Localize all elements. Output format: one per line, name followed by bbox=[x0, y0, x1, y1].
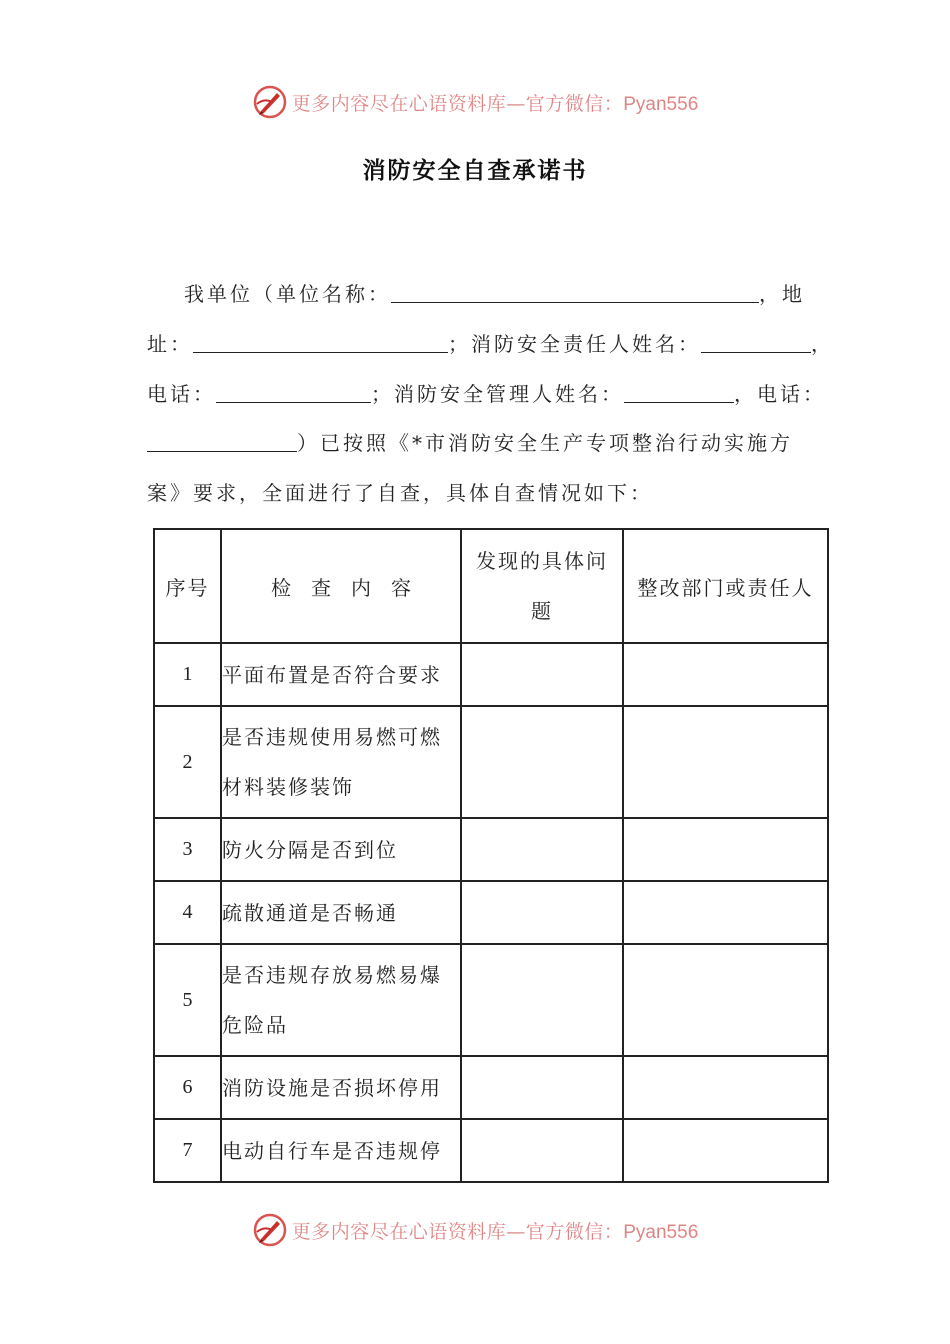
row-seq: 4 bbox=[154, 881, 221, 944]
row-seq: 7 bbox=[154, 1119, 221, 1182]
table-row bbox=[154, 706, 828, 818]
table-row bbox=[154, 818, 828, 881]
problem-cell[interactable] bbox=[461, 643, 623, 706]
table-row bbox=[154, 1056, 828, 1119]
dept-cell[interactable] bbox=[623, 643, 828, 706]
address-blank[interactable] bbox=[193, 330, 448, 353]
dept-cell[interactable] bbox=[623, 818, 828, 881]
dept-cell[interactable] bbox=[623, 1056, 828, 1119]
manager-phone-blank[interactable] bbox=[147, 429, 297, 452]
row-content: 消防设施是否损坏停用 bbox=[221, 1056, 461, 1119]
table-row bbox=[154, 881, 828, 944]
problem-cell[interactable] bbox=[461, 1056, 623, 1119]
table-row bbox=[154, 1119, 828, 1182]
page-title: 消防安全自查承诺书 bbox=[362, 157, 588, 184]
manager-name-blank[interactable] bbox=[624, 380, 734, 403]
row-content: 疏散通道是否畅通 bbox=[221, 881, 461, 944]
responsible-person-blank[interactable] bbox=[701, 330, 811, 353]
bottom-banner bbox=[0, 1210, 950, 1250]
dept-cell[interactable] bbox=[623, 881, 828, 944]
row-content: 防火分隔是否到位 bbox=[221, 818, 461, 881]
responsible-phone-blank[interactable] bbox=[216, 380, 371, 403]
self-check-table bbox=[153, 528, 829, 1183]
statement-line-5: 案》要求，全面进行了自查，具体自查情况如下： bbox=[147, 481, 653, 505]
banner-text: 更多内容尽在心语资料库—官方微信：Pyan556 bbox=[291, 92, 699, 115]
row-content: 是否违规存放易燃易爆危险品 bbox=[221, 944, 461, 1056]
header-content: 检查内容 bbox=[221, 529, 461, 643]
problem-cell[interactable] bbox=[461, 881, 623, 944]
row-seq: 6 bbox=[154, 1056, 221, 1119]
statement-line-1: 我单位（单位名称： ，地 bbox=[184, 282, 805, 306]
row-seq: 2 bbox=[154, 706, 221, 818]
dept-cell[interactable] bbox=[623, 944, 828, 1056]
problem-cell[interactable] bbox=[461, 1119, 623, 1182]
header-dept: 整改部门或责任人 bbox=[623, 529, 828, 643]
top-banner bbox=[0, 82, 950, 122]
row-seq: 5 bbox=[154, 944, 221, 1056]
statement-line-4: ）已按照《*市消防安全生产专项整治行动实施方 bbox=[147, 428, 807, 458]
problem-cell[interactable] bbox=[461, 944, 623, 1056]
header-seq: 序号 bbox=[154, 529, 221, 643]
pen-logo-icon bbox=[252, 1212, 288, 1248]
table-header-row bbox=[154, 529, 828, 643]
statement-line-3: 电话： ；消防安全管理人姓名： ，电话： bbox=[147, 382, 826, 406]
banner-text: 更多内容尽在心语资料库—官方微信：Pyan556 bbox=[291, 1220, 699, 1243]
problem-cell[interactable] bbox=[461, 818, 623, 881]
statement-line-2: 址： ；消防安全责任人姓名： ， bbox=[147, 332, 834, 356]
table-row bbox=[154, 944, 828, 1056]
row-content: 平面布置是否符合要求 bbox=[221, 643, 461, 706]
row-content: 是否违规使用易燃可燃材料装修装饰 bbox=[221, 706, 461, 818]
unit-name-blank[interactable] bbox=[391, 280, 759, 303]
header-problem: 发现的具体问 题 bbox=[461, 529, 623, 643]
pen-logo-icon bbox=[252, 84, 288, 120]
row-seq: 1 bbox=[154, 643, 221, 706]
row-seq: 3 bbox=[154, 818, 221, 881]
problem-cell[interactable] bbox=[461, 706, 623, 818]
dept-cell[interactable] bbox=[623, 1119, 828, 1182]
dept-cell[interactable] bbox=[623, 706, 828, 818]
row-content: 电动自行车是否违规停 bbox=[221, 1119, 461, 1182]
table-row bbox=[154, 643, 828, 706]
